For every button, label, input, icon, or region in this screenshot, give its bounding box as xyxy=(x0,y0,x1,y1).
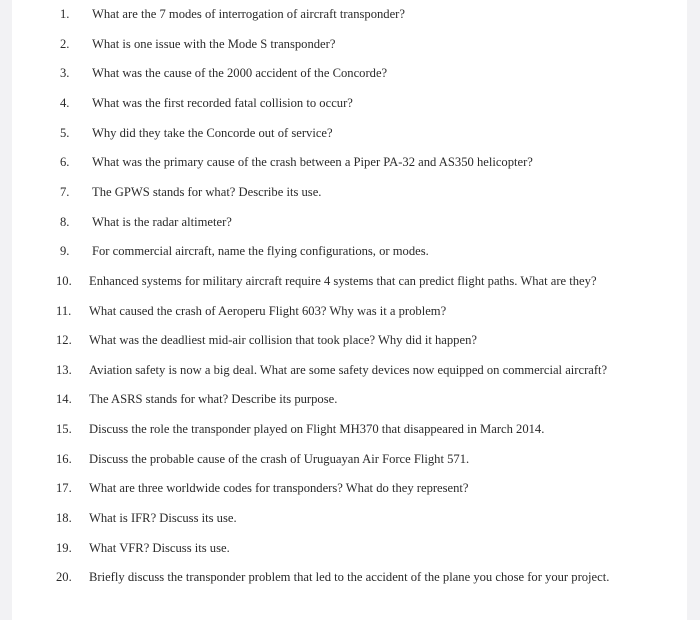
question-number: 16. xyxy=(56,451,72,466)
question-number: 2. xyxy=(60,36,70,51)
question-text: Briefly discuss the transponder problem that led to the accident of the plane you chose for your project. xyxy=(89,570,610,585)
question-text: Discuss the probable cause of the crash of Uruguayan Air Force Flight 571. xyxy=(89,451,470,466)
document-page xyxy=(12,0,687,620)
question-text: What is one issue with the Mode S transponder? xyxy=(92,36,336,51)
question-number: 10. xyxy=(56,273,72,288)
question-text: Aviation safety is now a big deal. What are some safety devices now equipped on commercial aircraft? xyxy=(89,362,608,377)
question-text: Discuss the role the transponder played on Flight MH370 that disappeared in March 2014. xyxy=(89,422,545,437)
question-number: 18. xyxy=(56,511,72,526)
question-text: For commercial aircraft, name the flying configurations, or modes. xyxy=(92,244,429,259)
question-number: 19. xyxy=(56,540,72,555)
question-text: What is the radar altimeter? xyxy=(92,214,232,229)
question-text: The ASRS stands for what? Describe its purpose. xyxy=(89,392,338,407)
question-text: The GPWS stands for what? Describe its use. xyxy=(92,184,322,199)
question-text: What are three worldwide codes for transponders? What do they represent? xyxy=(89,481,469,496)
question-text: What is IFR? Discuss its use. xyxy=(89,511,237,526)
question-number: 15. xyxy=(56,422,72,437)
question-text: What was the deadliest mid-air collision that took place? Why did it happen? xyxy=(89,333,477,348)
question-number: 11. xyxy=(56,303,72,318)
question-number: 7. xyxy=(60,184,70,199)
question-number: 3. xyxy=(60,66,70,81)
question-number: 14. xyxy=(56,392,72,407)
question-number: 13. xyxy=(56,362,72,377)
question-number: 6. xyxy=(60,155,70,170)
question-text: What was the first recorded fatal collision to occur? xyxy=(92,95,353,110)
question-number: 4. xyxy=(60,95,70,110)
question-text: What was the cause of the 2000 accident of the Concorde? xyxy=(92,66,388,81)
question-number: 8. xyxy=(60,214,70,229)
question-text: What caused the crash of Aeroperu Flight 603? Why was it a problem? xyxy=(89,303,447,318)
question-number: 5. xyxy=(60,125,70,140)
question-text: What VFR? Discuss its use. xyxy=(89,540,230,555)
question-number: 1. xyxy=(60,7,70,21)
question-text: What are the 7 modes of interrogation of aircraft transponder? xyxy=(92,7,405,21)
question-text: Enhanced systems for military aircraft require 4 systems that can predict flight paths. What are they? xyxy=(89,273,597,288)
question-text: Why did they take the Concorde out of service? xyxy=(92,125,333,140)
question-number: 17. xyxy=(56,481,72,496)
question-number: 20. xyxy=(56,570,72,585)
question-number: 9. xyxy=(60,244,70,259)
question-text: What was the primary cause of the crash between a Piper PA-32 and AS350 helicopter? xyxy=(92,155,533,170)
question-number: 12. xyxy=(56,333,72,348)
